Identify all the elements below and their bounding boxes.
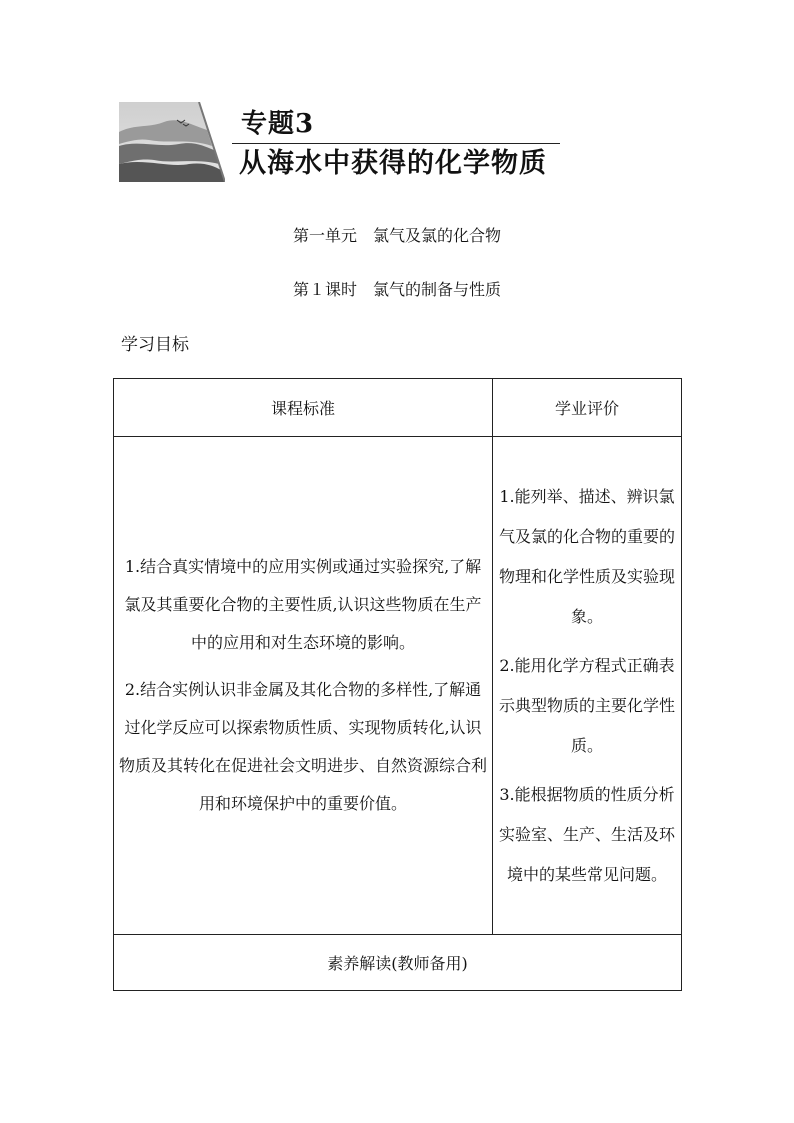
table-footer-row (114, 935, 682, 991)
standards-cell (114, 437, 493, 935)
evaluation-item: 1.能列举、描述、辨识氯气及氯的化合物的重要的物理和化学性质及实验现象。 (498, 486, 675, 626)
col-header-evaluation: 学业评价 (493, 379, 682, 437)
table-header-row (114, 379, 682, 437)
lesson-title: 第１课时 氯气的制备与性质 (292, 280, 501, 299)
col-header-standards: 课程标准 (114, 379, 493, 437)
learning-goals-table (113, 378, 682, 991)
standard-item: 1.结合真实情境中的应用实例或通过实验探究,了解氯及其重要化合物的主要性质,认识这些物质在生产中的应用和对生态环境的影响。 (124, 557, 482, 652)
chapter-number: 专题3 (241, 109, 315, 139)
chapter-divider (232, 143, 560, 144)
chapter-title: 从海水中获得的化学物质 (239, 148, 547, 179)
evaluation-cell (493, 437, 682, 935)
literacy-interpretation-label: 素养解读(教师备用) (114, 935, 682, 991)
table-body-row (114, 437, 682, 935)
evaluation-item: 3.能根据物质的性质分析实验室、生产、生活及环境中的某些常见问题。 (498, 784, 675, 884)
unit-title: 第一单元 氯气及氯的化合物 (292, 226, 501, 245)
chapter-banner-image (119, 102, 225, 182)
goals-heading: 学习目标 (121, 335, 189, 355)
evaluation-item: 2.能用化学方程式正确表示典型物质的主要化学性质。 (498, 655, 675, 755)
standard-item: 2.结合实例认识非金属及其化合物的多样性,了解通过化学反应可以探索物质性质、实现物质转化,认识物质及其转化在促进社会文明进步、自然资源综合利用和环境保护中的重要价值。 (118, 680, 487, 813)
